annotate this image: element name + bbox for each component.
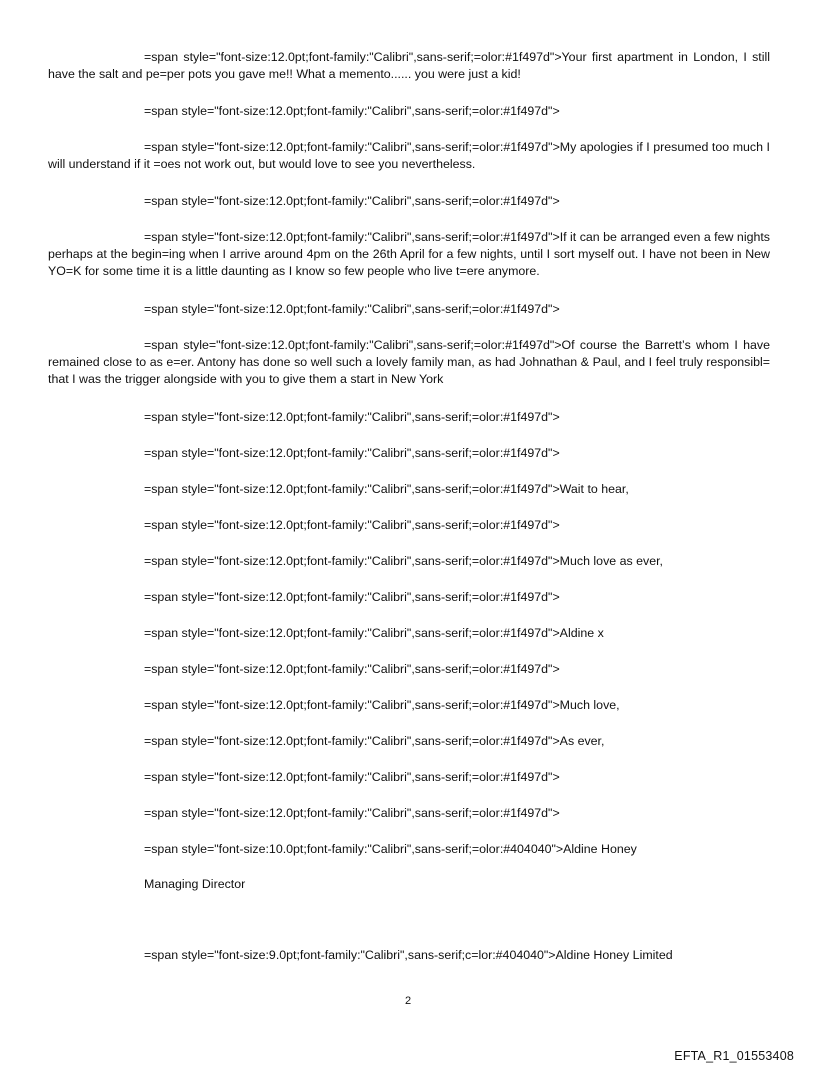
empty-span-line: =span style="font-size:12.0pt;font-family:"Calibri",sans-serif;=olor:#1f497d">	[144, 104, 560, 118]
empty-span-line: =span style="font-size:12.0pt;font-family:"Calibri",sans-serif;=olor:#1f497d">	[144, 194, 560, 208]
signature-title: Managing Director	[144, 877, 246, 891]
signature-name: =span style="font-size:10.0pt;font-family:"Calibri",sans-serif;=olor:#404040">Aldine Honey	[144, 842, 637, 856]
closing-much-love-as-ever: =span style="font-size:12.0pt;font-family:"Calibri",sans-serif;=olor:#1f497d">Much love as ever,	[144, 554, 663, 568]
closing-as-ever: =span style="font-size:12.0pt;font-family:"Calibri",sans-serif;=olor:#1f497d">As ever,	[144, 734, 605, 748]
closing-much-love: =span style="font-size:12.0pt;font-family:"Calibri",sans-serif;=olor:#1f497d">Much love,	[144, 698, 620, 712]
page-number: 2	[404, 995, 412, 1007]
signature-company: =span style="font-size:9.0pt;font-family:"Calibri",sans-serif;c=lor:#404040">Aldine Honey Limited	[144, 948, 673, 962]
paragraph-apologies: =span style="font-size:12.0pt;font-family:"Calibri",sans-serif;=olor:#1f497d">My apologies if I presumed too much I will understand if it =oes not work out, but would love to see you nevertheless.	[48, 140, 770, 171]
empty-span-line: =span style="font-size:12.0pt;font-family:"Calibri",sans-serif;=olor:#1f497d">	[144, 518, 560, 532]
empty-span-line: =span style="font-size:12.0pt;font-family:"Calibri",sans-serif;=olor:#1f497d">	[144, 410, 560, 424]
empty-span-line: =span style="font-size:12.0pt;font-family:"Calibri",sans-serif;=olor:#1f497d">	[144, 806, 560, 820]
empty-span-line: =span style="font-size:12.0pt;font-family:"Calibri",sans-serif;=olor:#1f497d">	[144, 302, 560, 316]
document-id: EFTA_R1_01553408	[674, 1049, 794, 1063]
empty-span-line: =span style="font-size:12.0pt;font-family:"Calibri",sans-serif;=olor:#1f497d">	[144, 446, 560, 460]
empty-span-line: =span style="font-size:12.0pt;font-family:"Calibri",sans-serif;=olor:#1f497d">	[144, 770, 560, 784]
signature-aldine-x: =span style="font-size:12.0pt;font-family:"Calibri",sans-serif;=olor:#1f497d">Aldine x	[144, 626, 604, 640]
paragraph-apartment: =span style="font-size:12.0pt;font-family:"Calibri",sans-serif;=olor:#1f497d">Your first apartment in London, I still have the salt and pe=per pots you gave me!! What a memento...... you were just a kid!	[48, 50, 770, 81]
empty-span-line: =span style="font-size:12.0pt;font-family:"Calibri",sans-serif;=olor:#1f497d">	[144, 590, 560, 604]
paragraph-barretts: =span style="font-size:12.0pt;font-family:"Calibri",sans-serif;=olor:#1f497d">Of course the Barrett’s whom I have remained close to as e=er. Antony has done so well such a lovely family man, as had Johnathan & Paul, and I feel truly responsibl= that I was the trigger alongside with you to give them a start in New York	[48, 338, 770, 386]
paragraph-arrangement: =span style="font-size:12.0pt;font-family:"Calibri",sans-serif;=olor:#1f497d">If it can be arranged even a few nights perhaps at the begin=ing when I arrive around 4pm on the 26th April for a few nights, until I sort myself out. I have not been in New YO=K for some time it is a little daunting as I know so few people who live t=ere anymore.	[48, 230, 770, 278]
closing-wait-to-hear: =span style="font-size:12.0pt;font-family:"Calibri",sans-serif;=olor:#1f497d">Wait to hear,	[144, 482, 629, 496]
empty-span-line: =span style="font-size:12.0pt;font-family:"Calibri",sans-serif;=olor:#1f497d">	[144, 662, 560, 676]
